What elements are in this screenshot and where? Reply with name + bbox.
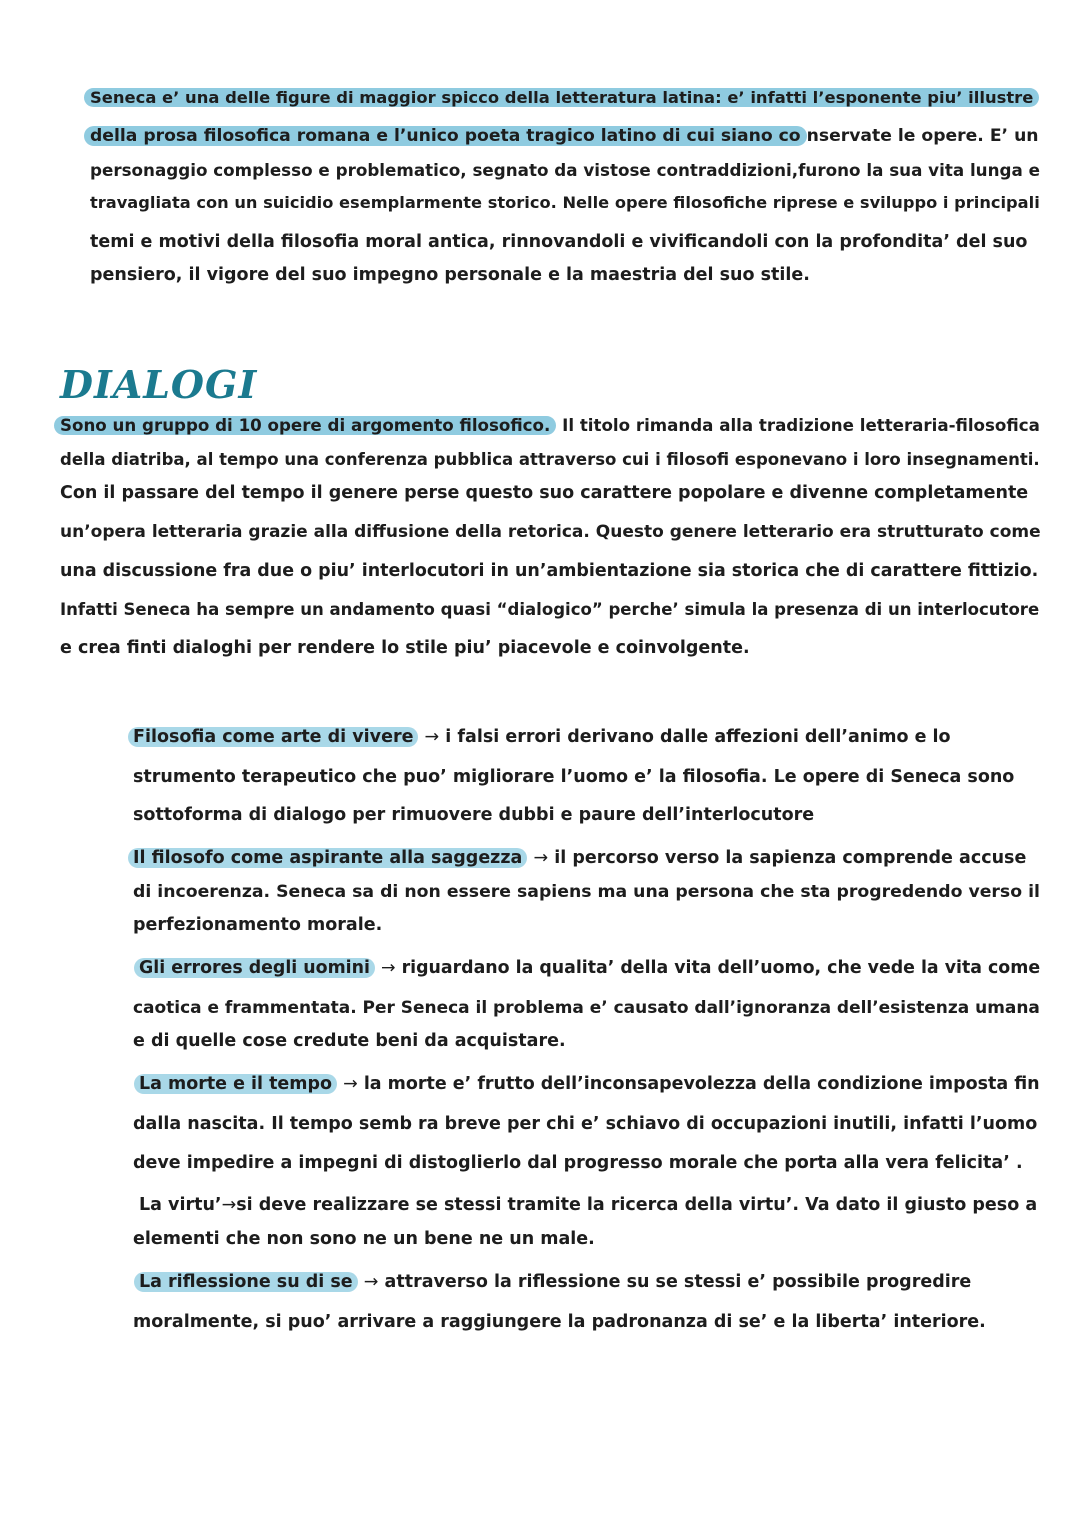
- intro-line-6: pensiero, il vigore del suo impegno personale e la maestria del suo stile.: [90, 265, 810, 285]
- topic-heading: Il filosofo come aspirante alla saggezza: [128, 848, 527, 868]
- dialoghi-line-5: una discussione fra due o piu’ interlocutori in un’ambientazione sia storica che di carattere fittizio.: [60, 561, 1039, 581]
- dialoghi-line-1: [60, 414, 1040, 438]
- highlighted-text: della prosa filosofica romana e l’unico poeta tragico latino di cui siano co: [84, 126, 807, 146]
- intro-line-1: [90, 86, 1039, 110]
- topic-6-line-2: moralmente, si puo’ arrivare a raggiungere la padronanza di se’ e la liberta’ interiore.: [133, 1312, 986, 1332]
- topic-heading: La virtu’: [139, 1195, 222, 1215]
- topic-heading: Filosofia come arte di vivere: [128, 727, 418, 747]
- topic-4-line-3: deve impedire a impegni di distoglierlo dal progresso morale che porta alla vera felicita’ .: [133, 1153, 1023, 1173]
- topic-4-line-1: La morte e il tempo → la morte e’ frutto dell’inconsapevolezza della condizione imposta fin: [139, 1072, 1040, 1096]
- topic-2-line-1: Il filosofo come aspirante alla saggezza → il percorso verso la sapienza comprende accuse: [133, 846, 1026, 870]
- dialoghi-line-2: della diatriba, al tempo una conferenza pubblica attraverso cui i filosofi esponevano i loro insegnamenti.: [60, 450, 1040, 469]
- topic-3-line-3: e di quelle cose credute beni da acquistare.: [133, 1031, 566, 1051]
- arrow-icon: →: [363, 1272, 379, 1292]
- topic-5-line-1: La virtu’→si deve realizzare se stessi tramite la ricerca della virtu’. Va dato il giusto peso a: [139, 1195, 1038, 1215]
- dialoghi-text: Il titolo rimanda alla tradizione letteraria-filosofica: [556, 416, 1040, 435]
- highlighted-text: Sono un gruppo di 10 opere di argomento filosofico.: [54, 416, 556, 435]
- dialoghi-line-6: Infatti Seneca ha sempre un andamento quasi “dialogico” perche’ simula la presenza di un interlocutore: [60, 600, 1040, 619]
- topic-1-line-3: sottoforma di dialogo per rimuovere dubbi e paure dell’interlocutore: [133, 805, 815, 825]
- intro-line-3: personaggio complesso e problematico, segnato da vistose contraddizioni,furono la sua vita lunga e: [90, 160, 1040, 180]
- topic-heading: La morte e il tempo: [134, 1074, 337, 1094]
- arrow-icon: →: [221, 1195, 237, 1215]
- intro-line-4: travagliata con un suicidio esemplarmente storico. Nelle opere filosofiche riprese e sviluppo i principali: [90, 193, 1040, 212]
- topic-3-line-1: Gli errores degli uomini → riguardano la qualita’ della vita dell’uomo, che vede la vita come: [139, 956, 1040, 980]
- topic-1-line-2: strumento terapeutico che puo’ migliorare l’uomo e’ la filosofia. Le opere di Seneca sono: [133, 767, 1015, 787]
- arrow-icon: →: [533, 848, 549, 868]
- dialoghi-line-3: Con il passare del tempo il genere perse questo suo carattere popolare e divenne completamente: [60, 483, 1029, 503]
- topic-heading: La riflessione su di se: [134, 1272, 358, 1292]
- arrow-icon: →: [343, 1074, 358, 1094]
- intro-text: nservate le opere. E’ un: [806, 126, 1039, 146]
- arrow-icon: →: [424, 727, 440, 747]
- topic-3-line-2: caotica e frammentata. Per Seneca il problema e’ causato dall’ignoranza dell’esistenza umana: [133, 998, 1040, 1018]
- dialoghi-line-4: un’opera letteraria grazie alla diffusione della retorica. Questo genere letterario era strutturato come: [60, 522, 1041, 542]
- topic-5-line-2: elementi che non sono ne un bene ne un male.: [133, 1229, 595, 1249]
- arrow-icon: →: [380, 958, 396, 978]
- highlighted-text: Seneca e’ una delle figure di maggior spicco della letteratura latina: e’ infatti l’esponente piu’ illustre: [84, 88, 1039, 107]
- topic-2-line-2: di incoerenza. Seneca sa di non essere sapiens ma una persona che sta progredendo verso il: [133, 882, 1040, 902]
- topic-1-line-1: Filosofia come arte di vivere → i falsi errori derivano dalle affezioni dell’animo e lo: [133, 725, 951, 749]
- topic-2-line-3: perfezionamento morale.: [133, 915, 383, 935]
- topic-heading: Gli errores degli uomini: [134, 958, 375, 978]
- intro-line-5: temi e motivi della filosofia moral antica, rinnovandoli e vivificandoli con la profondita’ del suo: [90, 232, 1028, 252]
- dialoghi-line-7: e crea finti dialoghi per rendere lo stile piu’ piacevole e coinvolgente.: [60, 638, 750, 658]
- topic-4-line-2: dalla nascita. Il tempo semb ra breve per chi e’ schiavo di occupazioni inutili, infatti l’uomo: [133, 1114, 1038, 1134]
- section-title: DIALOGI: [60, 362, 258, 407]
- topic-6-line-1: La riflessione su di se → attraverso la riflessione su se stessi e’ possibile progredire: [139, 1270, 971, 1294]
- intro-line-2: [90, 124, 1039, 148]
